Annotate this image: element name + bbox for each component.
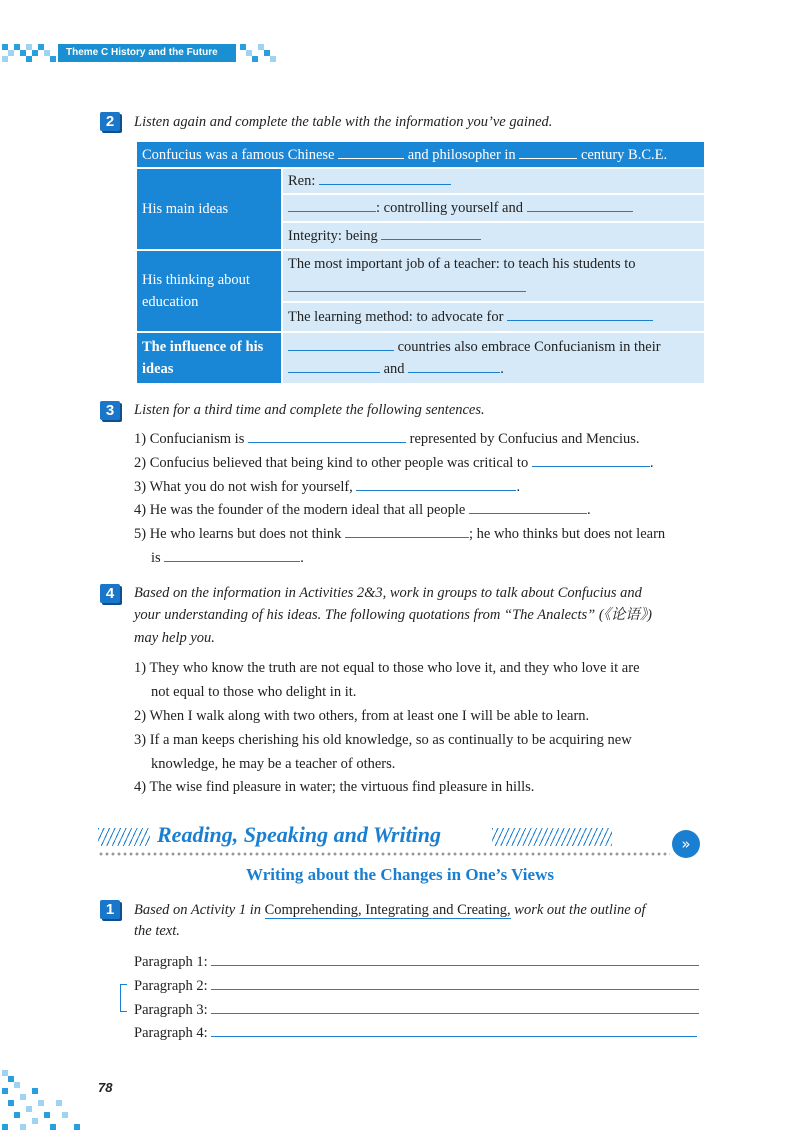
answer-blank[interactable]: [381, 227, 481, 240]
activity-3-instruction: Listen for a third time and complete the following sentences.: [134, 402, 485, 418]
activity-1-instruction: Based on Activity 1 in Comprehending, Integrating and Creating, work out the outline of: [134, 902, 646, 918]
quotation-4: 4) The wise find pleasure in water; the virtuous find pleasure in hills.: [134, 779, 535, 795]
teacher-job-cell: The most important job of a teacher: to teach his students to: [282, 250, 705, 302]
page-number: 78: [98, 1080, 113, 1095]
table-row: [136, 332, 705, 384]
paragraph-bracket: [120, 984, 127, 1012]
table-row: [136, 250, 705, 302]
influence-label: The influence of his ideas: [136, 332, 282, 384]
quotation-1-cont: not equal to those who delight in it.: [151, 684, 357, 700]
answer-blank[interactable]: [248, 430, 406, 443]
ren-cell: Ren:: [282, 168, 705, 194]
control-cell: : controlling yourself and: [282, 194, 705, 222]
influence-cell: countries also embrace Confucianism in their and .: [282, 332, 705, 384]
link-comprehending[interactable]: Comprehending, Integrating and Creating,: [264, 902, 511, 918]
paragraph-1-line: Paragraph 1:: [134, 953, 699, 971]
title-hatch-right: [492, 828, 612, 846]
table-row-header: [136, 141, 705, 168]
section-title: Reading, Speaking and Writing: [157, 822, 442, 847]
answer-blank[interactable]: [469, 501, 587, 514]
integrity-cell: Integrity: being: [282, 222, 705, 250]
title-hatch-left: [98, 828, 150, 846]
quotation-3-cont: knowledge, he may be a teacher of others.: [151, 756, 396, 772]
sentence-5-cont: is .: [151, 550, 304, 566]
answer-blank[interactable]: [408, 360, 500, 373]
paragraph-2-line: Paragraph 2:: [134, 977, 699, 995]
answer-blank[interactable]: [319, 172, 451, 185]
sentence-3: 3) What you do not wish for yourself, .: [134, 479, 521, 495]
activity-number-2: 2: [100, 112, 120, 131]
table-row: [136, 168, 705, 194]
answer-blank[interactable]: [345, 525, 469, 538]
answer-blank[interactable]: [211, 1024, 697, 1037]
info-table: [135, 140, 706, 385]
sentence-1: 1) Confucianism is represented by Confucius and Mencius.: [134, 431, 640, 447]
paragraph-4-line: Paragraph 4:: [134, 1024, 697, 1042]
quotation-1: 1) They who know the truth are not equal to those who love it, and they who love it are: [134, 660, 640, 676]
running-header: Theme C History and the Future: [66, 47, 218, 58]
learning-method-cell: The learning method: to advocate for: [282, 302, 705, 332]
answer-blank[interactable]: [288, 338, 394, 351]
answer-blank[interactable]: [288, 279, 526, 292]
quotation-2: 2) When I walk along with two others, from at least one I will be able to learn.: [134, 708, 590, 724]
answer-blank[interactable]: [211, 1001, 699, 1014]
sentence-5: 5) He who learns but does not think ; he who thinks but does not learn: [134, 526, 666, 542]
table-header-cell: Confucius was a famous Chinese and philosopher in century B.C.E.: [136, 141, 705, 168]
education-label: His thinking about education: [136, 250, 282, 332]
activity-4-instruction-line1: Based on the information in Activities 2&3, work in groups to talk about Confucius and: [134, 585, 642, 601]
sentence-4: 4) He was the founder of the modern ideal that all people .: [134, 502, 591, 518]
activity-2-instruction: Listen again and complete the table with the information you’ve gained.: [134, 114, 553, 130]
activity-1-instruction-line2: the text.: [134, 923, 180, 939]
answer-blank[interactable]: [211, 977, 699, 990]
paragraph-3-line: Paragraph 3:: [134, 1001, 699, 1019]
dotted-divider: [98, 852, 670, 856]
activity-number-1: 1: [100, 900, 120, 919]
answer-blank[interactable]: [507, 308, 653, 321]
main-ideas-label: His main ideas: [136, 168, 282, 250]
sentence-2: 2) Confucius believed that being kind to other people was critical to .: [134, 455, 654, 471]
answer-blank[interactable]: [164, 549, 300, 562]
answer-blank[interactable]: [211, 953, 699, 966]
activity-number-3: 3: [100, 401, 120, 420]
answer-blank[interactable]: [288, 199, 376, 212]
double-chevron-down-icon[interactable]: »: [672, 830, 700, 858]
quotation-3: 3) If a man keeps cherishing his old knowledge, so as continually to be acquiring new: [134, 732, 632, 748]
activity-number-4: 4: [100, 584, 120, 603]
answer-blank[interactable]: [527, 199, 633, 212]
activity-4-instruction-line3: may help you.: [134, 630, 215, 646]
answer-blank[interactable]: [288, 360, 380, 373]
answer-blank[interactable]: [532, 454, 650, 467]
section-subtitle: Writing about the Changes in One’s Views: [246, 865, 554, 884]
answer-blank[interactable]: [356, 478, 516, 491]
activity-4-instruction-line2: your understanding of his ideas. The following quotations from “The Analects” (《论语》): [134, 607, 652, 623]
